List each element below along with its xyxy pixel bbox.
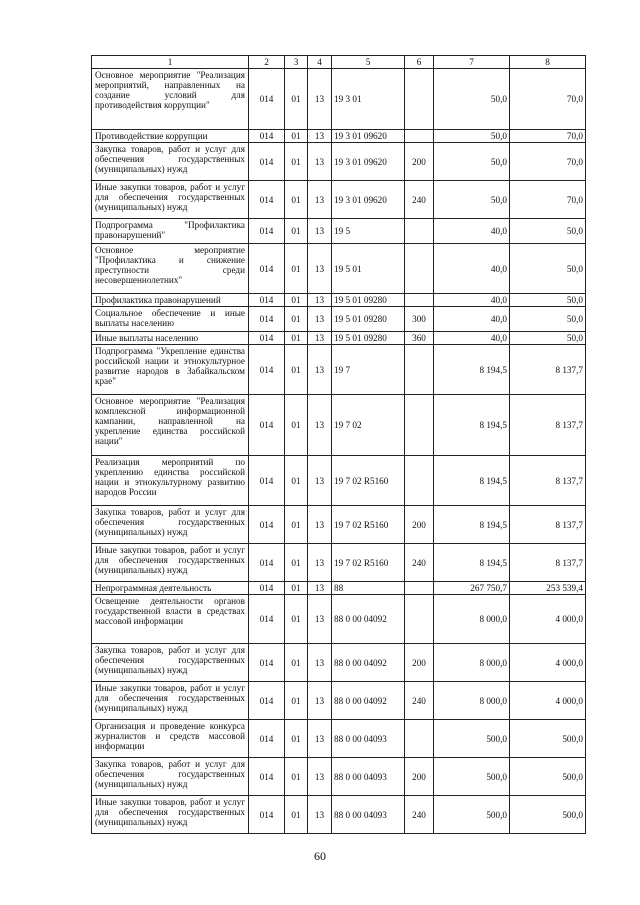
table-row xyxy=(92,345,586,395)
table-row xyxy=(92,758,586,796)
header-cell: 1 xyxy=(92,56,249,69)
row-name: Реализация мероприятий по укреплению единства российской нации и этнокультурному развитию народов России xyxy=(92,456,249,506)
row-code-admin: 014 xyxy=(249,720,285,758)
row-code-expense xyxy=(405,294,434,307)
row-code-section: 01 xyxy=(285,345,308,395)
table-row xyxy=(92,181,586,219)
row-code-section: 01 xyxy=(285,69,308,130)
table-row xyxy=(92,582,586,595)
row-code-admin: 014 xyxy=(249,644,285,682)
row-name: Закупка товаров, работ и услуг для обеспечения государственных (муниципальных) нужд xyxy=(92,644,249,682)
row-code-section: 01 xyxy=(285,544,308,582)
row-code-target: 19 7 02 R5160 xyxy=(332,544,405,582)
row-code-admin: 014 xyxy=(249,69,285,130)
row-amount-1: 8 000,0 xyxy=(434,682,510,720)
row-amount-2: 8 137,7 xyxy=(510,456,586,506)
row-amount-2: 500,0 xyxy=(510,720,586,758)
row-code-target: 88 xyxy=(332,582,405,595)
row-code-section: 01 xyxy=(285,456,308,506)
row-name: Закупка товаров, работ и услуг для обеспечения государственных (муниципальных) нужд xyxy=(92,506,249,544)
row-code-section: 01 xyxy=(285,720,308,758)
row-amount-2: 50,0 xyxy=(510,244,586,294)
header-cell: 8 xyxy=(510,56,586,69)
row-code-subsection: 13 xyxy=(308,130,332,143)
row-code-target: 19 3 01 09620 xyxy=(332,143,405,181)
row-code-admin: 014 xyxy=(249,244,285,294)
row-code-expense: 300 xyxy=(405,307,434,332)
row-code-admin: 014 xyxy=(249,307,285,332)
row-code-admin: 014 xyxy=(249,332,285,345)
header-cell: 4 xyxy=(308,56,332,69)
row-code-admin: 014 xyxy=(249,130,285,143)
row-code-section: 01 xyxy=(285,595,308,644)
row-code-target: 19 3 01 09620 xyxy=(332,130,405,143)
row-name: Основное мероприятие "Профилактика и снижение преступности среди несовершеннолетних" xyxy=(92,244,249,294)
table-row xyxy=(92,456,586,506)
row-code-target: 19 3 01 09620 xyxy=(332,181,405,219)
row-name: Организация и проведение конкурса журналистов и средств массовой информации xyxy=(92,720,249,758)
row-code-expense xyxy=(405,130,434,143)
row-code-admin: 014 xyxy=(249,595,285,644)
table-header-row xyxy=(92,56,586,69)
row-code-expense: 240 xyxy=(405,796,434,834)
row-amount-1: 50,0 xyxy=(434,69,510,130)
row-code-admin: 014 xyxy=(249,544,285,582)
table-row xyxy=(92,395,586,456)
row-code-subsection: 13 xyxy=(308,796,332,834)
header-cell: 2 xyxy=(249,56,285,69)
row-amount-2: 50,0 xyxy=(510,294,586,307)
row-code-admin: 014 xyxy=(249,219,285,244)
row-amount-1: 267 750,7 xyxy=(434,582,510,595)
table-row xyxy=(92,143,586,181)
table-row xyxy=(92,595,586,644)
row-code-admin: 014 xyxy=(249,758,285,796)
row-code-expense: 200 xyxy=(405,506,434,544)
row-amount-1: 8 194,5 xyxy=(434,345,510,395)
budget-table xyxy=(91,55,586,834)
table-row xyxy=(92,244,586,294)
row-amount-1: 8 194,5 xyxy=(434,506,510,544)
row-code-admin: 014 xyxy=(249,143,285,181)
row-code-target: 19 7 xyxy=(332,345,405,395)
table-row xyxy=(92,294,586,307)
row-amount-2: 4 000,0 xyxy=(510,644,586,682)
row-amount-1: 40,0 xyxy=(434,307,510,332)
row-code-admin: 014 xyxy=(249,294,285,307)
row-code-section: 01 xyxy=(285,582,308,595)
row-code-expense xyxy=(405,345,434,395)
row-name: Противодействие коррупции xyxy=(92,130,249,143)
row-code-subsection: 13 xyxy=(308,294,332,307)
row-code-target: 19 5 01 09280 xyxy=(332,307,405,332)
table-row xyxy=(92,219,586,244)
row-code-target: 19 5 01 xyxy=(332,244,405,294)
row-amount-2: 70,0 xyxy=(510,181,586,219)
row-code-admin: 014 xyxy=(249,456,285,506)
row-code-section: 01 xyxy=(285,682,308,720)
row-code-section: 01 xyxy=(285,294,308,307)
row-code-target: 88 0 00 04092 xyxy=(332,682,405,720)
row-code-admin: 014 xyxy=(249,181,285,219)
row-code-subsection: 13 xyxy=(308,758,332,796)
row-code-section: 01 xyxy=(285,796,308,834)
table-row xyxy=(92,130,586,143)
table-row xyxy=(92,720,586,758)
row-amount-1: 8 000,0 xyxy=(434,595,510,644)
row-code-expense xyxy=(405,219,434,244)
row-name: Иные закупки товаров, работ и услуг для обеспечения государственных (муниципальных) нужд xyxy=(92,544,249,582)
row-code-section: 01 xyxy=(285,181,308,219)
table-row xyxy=(92,332,586,345)
row-name: Основное мероприятие "Реализация мероприятий, направленных на создание условий для противодействия коррупции" xyxy=(92,69,249,130)
row-amount-2: 70,0 xyxy=(510,130,586,143)
row-code-subsection: 13 xyxy=(308,69,332,130)
row-code-expense: 240 xyxy=(405,682,434,720)
row-amount-2: 8 137,7 xyxy=(510,345,586,395)
table-row xyxy=(92,69,586,130)
row-amount-2: 500,0 xyxy=(510,796,586,834)
row-amount-2: 4 000,0 xyxy=(510,682,586,720)
row-code-subsection: 13 xyxy=(308,307,332,332)
row-code-expense: 200 xyxy=(405,758,434,796)
row-code-expense: 200 xyxy=(405,143,434,181)
row-amount-2: 70,0 xyxy=(510,69,586,130)
header-cell: 5 xyxy=(332,56,405,69)
row-code-target: 88 0 00 04093 xyxy=(332,720,405,758)
row-code-expense: 240 xyxy=(405,544,434,582)
row-code-section: 01 xyxy=(285,395,308,456)
row-code-target: 88 0 00 04092 xyxy=(332,595,405,644)
row-code-expense xyxy=(405,395,434,456)
row-code-expense: 360 xyxy=(405,332,434,345)
row-code-section: 01 xyxy=(285,130,308,143)
row-code-subsection: 13 xyxy=(308,720,332,758)
row-code-target: 88 0 00 04092 xyxy=(332,644,405,682)
row-amount-2: 8 137,7 xyxy=(510,395,586,456)
row-name: Профилактика правонарушений xyxy=(92,294,249,307)
row-amount-1: 8 194,5 xyxy=(434,544,510,582)
row-code-section: 01 xyxy=(285,758,308,796)
row-code-admin: 014 xyxy=(249,796,285,834)
table-row xyxy=(92,796,586,834)
row-amount-2: 50,0 xyxy=(510,332,586,345)
table-row xyxy=(92,307,586,332)
row-code-admin: 014 xyxy=(249,395,285,456)
row-code-expense xyxy=(405,582,434,595)
row-amount-1: 40,0 xyxy=(434,294,510,307)
row-amount-1: 50,0 xyxy=(434,181,510,219)
row-code-expense: 240 xyxy=(405,181,434,219)
row-code-subsection: 13 xyxy=(308,506,332,544)
header-cell: 6 xyxy=(405,56,434,69)
row-code-section: 01 xyxy=(285,244,308,294)
row-code-expense xyxy=(405,456,434,506)
row-code-subsection: 13 xyxy=(308,345,332,395)
row-amount-1: 8 194,5 xyxy=(434,395,510,456)
row-code-admin: 014 xyxy=(249,345,285,395)
row-code-subsection: 13 xyxy=(308,595,332,644)
row-code-target: 19 5 01 09280 xyxy=(332,332,405,345)
row-name: Закупка товаров, работ и услуг для обеспечения государственных (муниципальных) нужд xyxy=(92,143,249,181)
row-code-subsection: 13 xyxy=(308,332,332,345)
row-amount-2: 50,0 xyxy=(510,219,586,244)
row-amount-1: 50,0 xyxy=(434,130,510,143)
page-number: 60 xyxy=(314,849,326,863)
row-code-admin: 014 xyxy=(249,682,285,720)
row-code-target: 19 5 xyxy=(332,219,405,244)
row-amount-1: 500,0 xyxy=(434,720,510,758)
row-code-target: 19 3 01 xyxy=(332,69,405,130)
table-row xyxy=(92,682,586,720)
row-amount-2: 500,0 xyxy=(510,758,586,796)
row-code-subsection: 13 xyxy=(308,244,332,294)
row-code-subsection: 13 xyxy=(308,181,332,219)
row-amount-1: 50,0 xyxy=(434,143,510,181)
row-code-admin: 014 xyxy=(249,582,285,595)
row-amount-1: 8 194,5 xyxy=(434,456,510,506)
row-code-target: 19 7 02 R5160 xyxy=(332,456,405,506)
row-name: Подпрограмма "Укрепление единства российской нации и этнокультурное развитие народов в Забайкальском крае" xyxy=(92,345,249,395)
row-code-subsection: 13 xyxy=(308,219,332,244)
row-code-target: 19 5 01 09280 xyxy=(332,294,405,307)
row-amount-2: 4 000,0 xyxy=(510,595,586,644)
row-code-section: 01 xyxy=(285,644,308,682)
row-name: Основное мероприятие "Реализация комплексной информационной кампании, направленной на укрепление единства российской нации" xyxy=(92,395,249,456)
row-code-subsection: 13 xyxy=(308,582,332,595)
row-name: Непрограммная деятельность xyxy=(92,582,249,595)
row-code-expense: 200 xyxy=(405,644,434,682)
row-amount-2: 50,0 xyxy=(510,307,586,332)
row-amount-2: 8 137,7 xyxy=(510,506,586,544)
row-name: Иные закупки товаров, работ и услуг для обеспечения государственных (муниципальных) нужд xyxy=(92,682,249,720)
row-name: Иные закупки товаров, работ и услуг для обеспечения государственных (муниципальных) нужд xyxy=(92,181,249,219)
row-code-target: 88 0 00 04093 xyxy=(332,758,405,796)
row-name: Закупка товаров, работ и услуг для обеспечения государственных (муниципальных) нужд xyxy=(92,758,249,796)
row-code-expense xyxy=(405,720,434,758)
row-code-section: 01 xyxy=(285,219,308,244)
header-cell: 3 xyxy=(285,56,308,69)
row-code-subsection: 13 xyxy=(308,456,332,506)
row-code-section: 01 xyxy=(285,332,308,345)
row-name: Подпрограмма "Профилактика правонарушений" xyxy=(92,219,249,244)
row-amount-2: 253 539,4 xyxy=(510,582,586,595)
table-row xyxy=(92,544,586,582)
row-code-expense xyxy=(405,595,434,644)
table-row xyxy=(92,644,586,682)
row-amount-1: 40,0 xyxy=(434,219,510,244)
table-row xyxy=(92,506,586,544)
row-amount-1: 500,0 xyxy=(434,758,510,796)
row-code-subsection: 13 xyxy=(308,644,332,682)
row-code-expense xyxy=(405,244,434,294)
row-amount-1: 40,0 xyxy=(434,332,510,345)
row-code-section: 01 xyxy=(285,307,308,332)
header-cell: 7 xyxy=(434,56,510,69)
row-code-section: 01 xyxy=(285,506,308,544)
row-amount-2: 8 137,7 xyxy=(510,544,586,582)
row-code-target: 19 7 02 R5160 xyxy=(332,506,405,544)
row-code-target: 19 7 02 xyxy=(332,395,405,456)
row-name: Иные выплаты населению xyxy=(92,332,249,345)
row-amount-1: 8 000,0 xyxy=(434,644,510,682)
row-code-subsection: 13 xyxy=(308,395,332,456)
row-code-subsection: 13 xyxy=(308,544,332,582)
row-code-expense xyxy=(405,69,434,130)
row-name: Социальное обеспечение и иные выплаты населению xyxy=(92,307,249,332)
row-amount-1: 500,0 xyxy=(434,796,510,834)
row-name: Освещение деятельности органов государственной власти в средствах массовой информации xyxy=(92,595,249,644)
row-code-section: 01 xyxy=(285,143,308,181)
row-code-subsection: 13 xyxy=(308,143,332,181)
row-name: Иные закупки товаров, работ и услуг для обеспечения государственных (муниципальных) нужд xyxy=(92,796,249,834)
row-code-target: 88 0 00 04093 xyxy=(332,796,405,834)
row-amount-1: 40,0 xyxy=(434,244,510,294)
row-amount-2: 70,0 xyxy=(510,143,586,181)
row-code-subsection: 13 xyxy=(308,682,332,720)
row-code-admin: 014 xyxy=(249,506,285,544)
